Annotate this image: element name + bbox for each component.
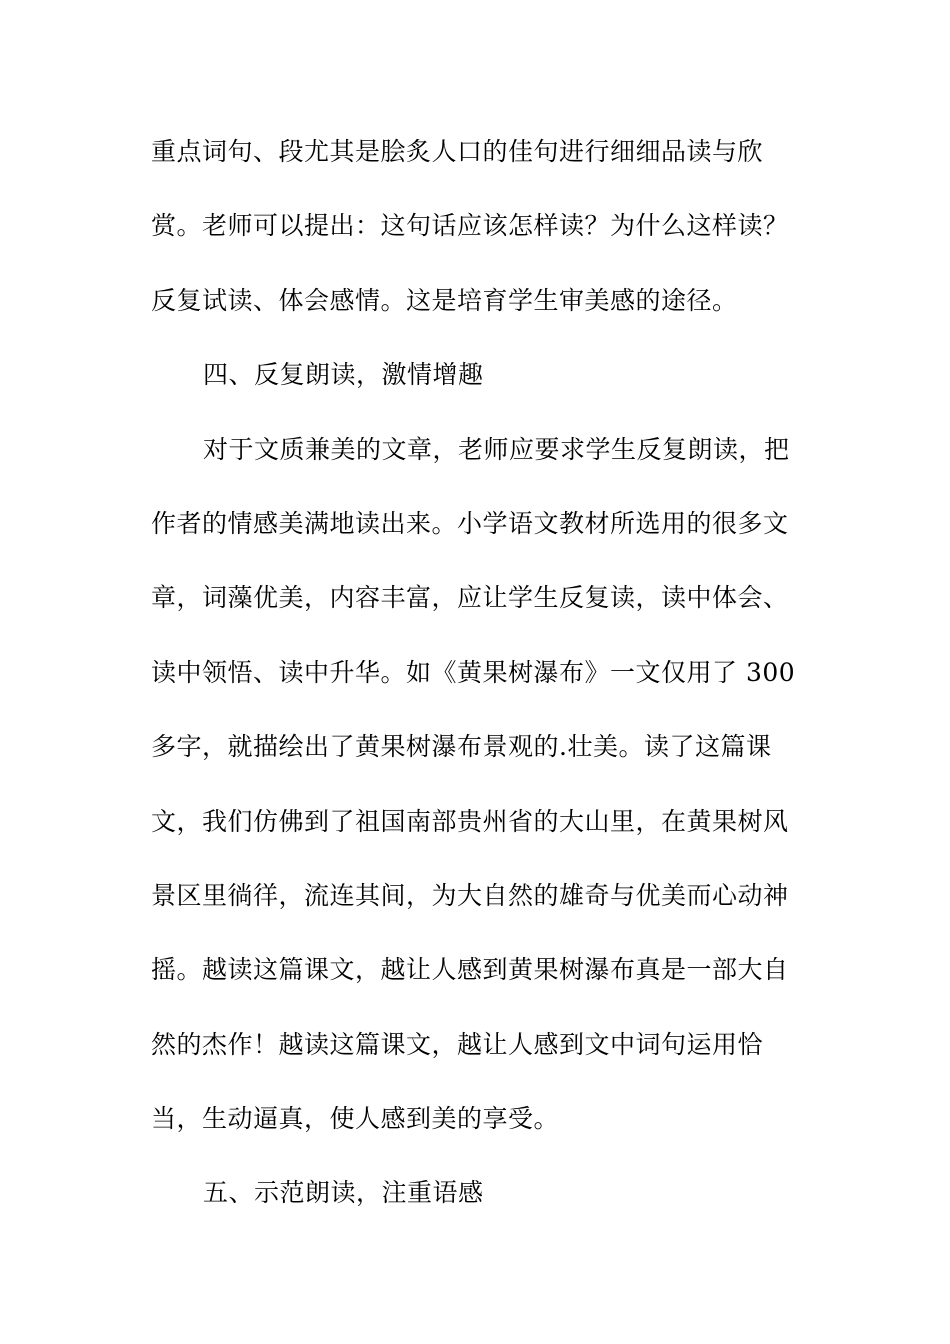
section-heading-4: 四、反复朗读，激情增趣	[203, 360, 484, 390]
text-line: 反复试读、体会感情。这是培育学生审美感的途径。	[151, 285, 738, 315]
text-line: 读中领悟、读中升华。如《黄果树瀑布》一文仅用了 300	[151, 657, 796, 687]
text-line: 章，词藻优美，内容丰富，应让学生反复读，读中体会、	[151, 583, 789, 613]
text-line: 然的杰作！越读这篇课文，越让人感到文中词句运用恰	[151, 1029, 764, 1059]
text-line: 文，我们仿佛到了祖国南部贵州省的大山里，在黄果树风	[151, 806, 789, 836]
text-line: 摇。越读这篇课文，越让人感到黄果树瀑布真是一部大自	[151, 955, 789, 985]
paragraph-first-line: 对于文质兼美的文章，老师应要求学生反复朗读，把	[203, 434, 790, 464]
document-body	[151, 126, 801, 1242]
text-line: 当，生动逼真，使人感到美的享受。	[151, 1104, 560, 1134]
text-line: 作者的情感美满地读出来。小学语文教材所选用的很多文	[151, 508, 789, 538]
text-line: 重点词句、段尤其是脍炙人口的佳句进行细细品读与欣	[151, 137, 764, 166]
text-line: 多字，就描绘出了黄果树瀑布景观的.壮美。读了这篇课	[151, 732, 772, 762]
section-heading-5: 五、示范朗读，注重语感	[203, 1178, 484, 1208]
text-line: 景区里徜徉，流连其间，为大自然的雄奇与优美而心动神	[151, 880, 789, 910]
text-line: 赏。老师可以提出：这句话应该怎样读？为什么这样读？	[151, 211, 789, 241]
